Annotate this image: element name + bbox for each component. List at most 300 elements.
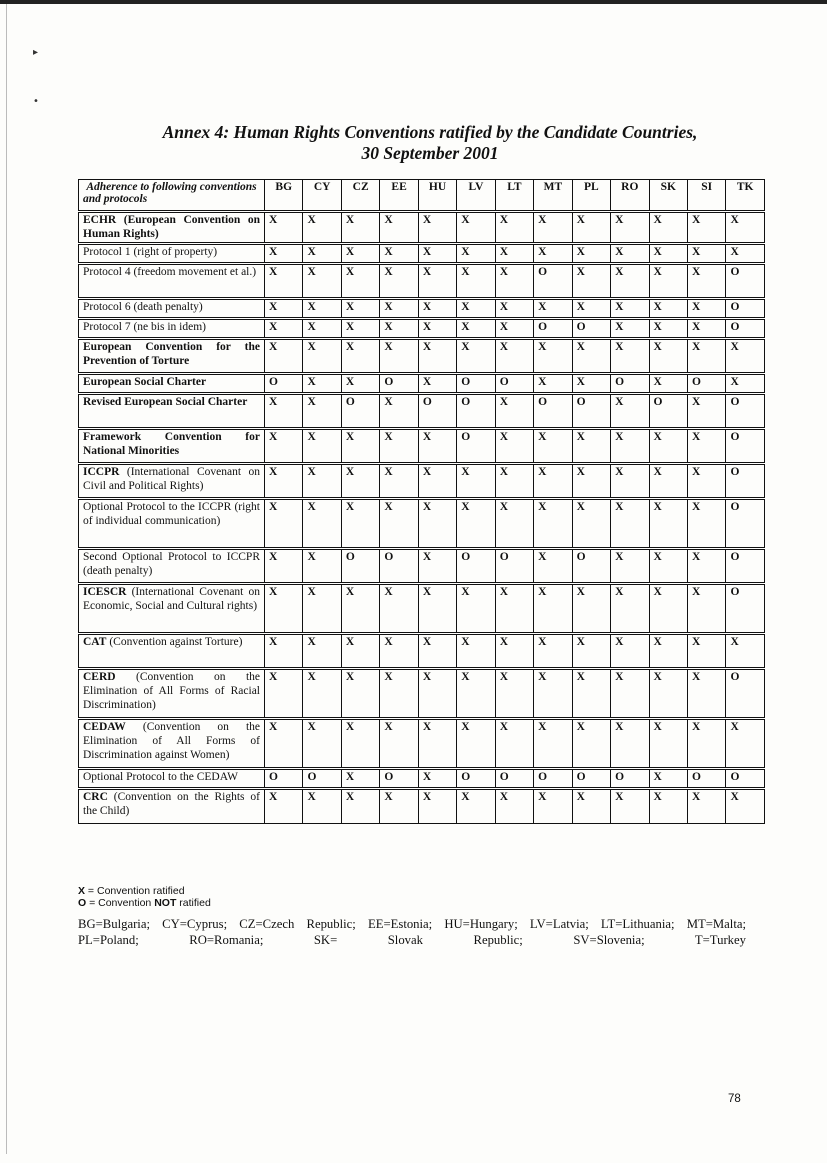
legend-o-post: ratified bbox=[176, 897, 211, 909]
ratification-mark: X bbox=[418, 769, 456, 789]
ratification-mark: X bbox=[649, 244, 687, 264]
convention-name-text: Optional Protocol to the ICCPR (right of individual communication) bbox=[83, 501, 260, 527]
ratification-mark: X bbox=[380, 669, 418, 719]
ratification-mark: X bbox=[341, 264, 379, 299]
ratification-mark: O bbox=[534, 394, 572, 429]
country-header-ro: RO bbox=[611, 180, 649, 212]
convention-name-text: Protocol 6 (death penalty) bbox=[83, 301, 203, 313]
ratification-mark: X bbox=[457, 499, 495, 549]
country-header-pl: PL bbox=[572, 180, 610, 212]
ratification-mark: X bbox=[611, 464, 649, 499]
ratification-mark: X bbox=[265, 669, 303, 719]
ratification-mark: X bbox=[572, 584, 610, 634]
ratification-mark: X bbox=[495, 394, 533, 429]
ratification-mark: O bbox=[457, 549, 495, 584]
country-header-lv: LV bbox=[457, 180, 495, 212]
ratification-mark: X bbox=[380, 789, 418, 824]
country-header-mt: MT bbox=[534, 180, 572, 212]
convention-name bbox=[79, 549, 265, 584]
ratification-mark: O bbox=[726, 769, 764, 789]
ratification-mark: X bbox=[418, 549, 456, 584]
ratification-mark: X bbox=[611, 212, 649, 244]
ratification-mark: O bbox=[457, 769, 495, 789]
ratification-mark: X bbox=[303, 429, 341, 464]
table-row bbox=[79, 299, 765, 319]
convention-name bbox=[79, 769, 265, 789]
ratification-mark: X bbox=[572, 789, 610, 824]
convention-name-bold: CEDAW bbox=[83, 721, 126, 733]
margin-dot-mark: • bbox=[33, 96, 39, 107]
ratification-mark: X bbox=[649, 634, 687, 669]
ratification-mark: X bbox=[534, 299, 572, 319]
ratification-mark: X bbox=[418, 499, 456, 549]
annex-title bbox=[80, 122, 780, 164]
ratification-mark: X bbox=[265, 634, 303, 669]
ratification-mark: X bbox=[495, 669, 533, 719]
abbreviations-line-2: PL=Poland; RO=Romania; SK= Slovak Republic; SV=Slovenia; T=Turkey bbox=[78, 933, 746, 947]
ratification-mark: X bbox=[687, 394, 725, 429]
convention-name-bold: Framework Convention for National Minorities bbox=[83, 431, 260, 457]
ratification-mark: X bbox=[303, 394, 341, 429]
ratification-mark: X bbox=[687, 464, 725, 499]
ratification-mark: X bbox=[572, 244, 610, 264]
ratification-mark: X bbox=[611, 669, 649, 719]
ratification-mark: X bbox=[265, 394, 303, 429]
ratification-mark: X bbox=[303, 719, 341, 769]
table-row bbox=[79, 339, 765, 374]
ratification-mark: X bbox=[457, 212, 495, 244]
table-row bbox=[79, 789, 765, 824]
convention-name-text: (Convention on the Rights of the Child) bbox=[83, 791, 260, 817]
ratification-mark: X bbox=[265, 264, 303, 299]
convention-name bbox=[79, 244, 265, 264]
ratification-mark: O bbox=[265, 769, 303, 789]
table-row bbox=[79, 634, 765, 669]
ratification-mark: X bbox=[418, 244, 456, 264]
ratification-mark: X bbox=[418, 374, 456, 394]
ratification-mark: X bbox=[380, 719, 418, 769]
ratification-mark: X bbox=[572, 212, 610, 244]
convention-name bbox=[79, 212, 265, 244]
title-line-1: Annex 4: Human Rights Conventions ratified by the Candidate Countries, bbox=[162, 122, 698, 142]
country-header-ee: EE bbox=[380, 180, 418, 212]
ratification-mark: X bbox=[303, 264, 341, 299]
ratification-mark: X bbox=[649, 719, 687, 769]
convention-name bbox=[79, 789, 265, 824]
abbreviations-line-1: BG=Bulgaria; CY=Cyprus; CZ=Czech Republic; EE=Estonia; HU=Hungary; LV=Latvia; LT=Lithuania; MT=Malta; bbox=[78, 917, 746, 931]
ratification-mark: O bbox=[572, 549, 610, 584]
ratification-mark: X bbox=[495, 244, 533, 264]
ratification-mark: O bbox=[726, 394, 764, 429]
ratification-mark: X bbox=[534, 789, 572, 824]
ratification-mark: X bbox=[572, 299, 610, 319]
convention-name-text: Protocol 7 (ne bis in idem) bbox=[83, 321, 206, 333]
ratification-mark: X bbox=[495, 789, 533, 824]
legend-not-ratified bbox=[78, 897, 211, 909]
country-header-bg: BG bbox=[265, 180, 303, 212]
ratification-mark: X bbox=[303, 634, 341, 669]
ratification-mark: X bbox=[649, 374, 687, 394]
ratification-mark: X bbox=[572, 634, 610, 669]
ratification-mark: O bbox=[726, 319, 764, 339]
convention-name-text: (International Covenant on Economic, Social and Cultural rights) bbox=[83, 586, 260, 612]
ratification-mark: X bbox=[534, 719, 572, 769]
ratification-mark: X bbox=[341, 719, 379, 769]
ratification-mark: X bbox=[687, 669, 725, 719]
table-header-row bbox=[79, 180, 765, 212]
ratification-mark: X bbox=[380, 244, 418, 264]
table-body bbox=[79, 212, 765, 824]
country-header-hu: HU bbox=[418, 180, 456, 212]
ratification-mark: X bbox=[611, 789, 649, 824]
ratification-mark: X bbox=[534, 499, 572, 549]
ratification-mark: X bbox=[611, 394, 649, 429]
legend-o-pre: = Convention bbox=[86, 897, 155, 909]
legend-ratified bbox=[78, 885, 185, 897]
conventions-table bbox=[78, 179, 765, 824]
ratification-mark: X bbox=[726, 339, 764, 374]
ratification-mark: X bbox=[495, 339, 533, 374]
ratification-mark: X bbox=[380, 299, 418, 319]
ratification-mark: O bbox=[495, 769, 533, 789]
ratification-mark: X bbox=[572, 669, 610, 719]
ratification-mark: O bbox=[380, 769, 418, 789]
convention-name-bold: CERD bbox=[83, 671, 116, 683]
ratification-mark: X bbox=[341, 319, 379, 339]
ratification-mark: X bbox=[687, 429, 725, 464]
ratification-mark: X bbox=[649, 584, 687, 634]
ratification-mark: X bbox=[341, 584, 379, 634]
ratification-mark: X bbox=[418, 429, 456, 464]
ratification-mark: X bbox=[418, 789, 456, 824]
table-row bbox=[79, 584, 765, 634]
convention-name-bold: CRC bbox=[83, 791, 108, 803]
ratification-mark: X bbox=[687, 264, 725, 299]
ratification-mark: X bbox=[380, 394, 418, 429]
convention-name-text: Protocol 1 (right of property) bbox=[83, 246, 218, 258]
ratification-mark: X bbox=[495, 319, 533, 339]
table-row bbox=[79, 549, 765, 584]
ratification-mark: X bbox=[649, 769, 687, 789]
top-border-line bbox=[0, 0, 827, 4]
ratification-mark: O bbox=[726, 669, 764, 719]
ratification-mark: O bbox=[341, 549, 379, 584]
table-row bbox=[79, 769, 765, 789]
ratification-mark: O bbox=[572, 319, 610, 339]
ratification-mark: O bbox=[380, 374, 418, 394]
ratification-mark: O bbox=[726, 464, 764, 499]
ratification-mark: X bbox=[495, 584, 533, 634]
country-header-sk: SK bbox=[649, 180, 687, 212]
ratification-mark: X bbox=[495, 464, 533, 499]
ratification-mark: X bbox=[341, 789, 379, 824]
ratification-mark: O bbox=[649, 394, 687, 429]
ratification-mark: O bbox=[457, 394, 495, 429]
ratification-mark: X bbox=[418, 319, 456, 339]
title-line-2: 30 September 2001 bbox=[361, 143, 499, 163]
ratification-mark: X bbox=[611, 264, 649, 299]
ratification-mark: X bbox=[457, 299, 495, 319]
ratification-mark: X bbox=[611, 244, 649, 264]
ratification-mark: X bbox=[341, 244, 379, 264]
ratification-mark: X bbox=[303, 244, 341, 264]
ratification-mark: X bbox=[495, 212, 533, 244]
country-header-lt: LT bbox=[495, 180, 533, 212]
legend-o-not: NOT bbox=[154, 897, 177, 909]
ratification-mark: X bbox=[341, 374, 379, 394]
country-header-cz: CZ bbox=[341, 180, 379, 212]
ratification-mark: O bbox=[572, 769, 610, 789]
ratification-mark: O bbox=[726, 549, 764, 584]
ratification-mark: X bbox=[457, 244, 495, 264]
ratification-mark: X bbox=[303, 549, 341, 584]
ratification-mark: X bbox=[649, 339, 687, 374]
ratification-mark: X bbox=[265, 339, 303, 374]
ratification-mark: O bbox=[495, 549, 533, 584]
ratification-mark: X bbox=[457, 584, 495, 634]
ratification-mark: X bbox=[649, 499, 687, 549]
ratification-mark: X bbox=[495, 719, 533, 769]
convention-name-bold: ECHR (European Convention on Human Rights) bbox=[83, 214, 260, 240]
ratification-mark: X bbox=[611, 549, 649, 584]
ratification-mark: O bbox=[418, 394, 456, 429]
ratification-mark: X bbox=[534, 244, 572, 264]
convention-name-bold: European Convention for the Prevention of Torture bbox=[83, 341, 260, 367]
ratification-mark: X bbox=[265, 499, 303, 549]
ratification-mark: X bbox=[380, 339, 418, 374]
ratification-mark: X bbox=[611, 634, 649, 669]
ratification-mark: X bbox=[534, 339, 572, 374]
ratification-mark: X bbox=[341, 634, 379, 669]
ratification-mark: X bbox=[649, 429, 687, 464]
ratification-mark: X bbox=[341, 299, 379, 319]
table-row bbox=[79, 394, 765, 429]
ratification-mark: X bbox=[341, 339, 379, 374]
ratification-mark: X bbox=[495, 634, 533, 669]
convention-name-text: (Convention on the Elimination of All Forms of Racial Discrimination) bbox=[83, 671, 260, 711]
ratification-mark: X bbox=[418, 212, 456, 244]
ratification-mark: X bbox=[687, 789, 725, 824]
ratification-mark: O bbox=[726, 264, 764, 299]
ratification-mark: O bbox=[495, 374, 533, 394]
ratification-mark: X bbox=[572, 719, 610, 769]
ratification-mark: X bbox=[611, 299, 649, 319]
ratification-mark: O bbox=[611, 769, 649, 789]
ratification-mark: X bbox=[418, 339, 456, 374]
ratification-mark: X bbox=[418, 464, 456, 499]
ratification-mark: X bbox=[534, 549, 572, 584]
country-header-cy: CY bbox=[303, 180, 341, 212]
ratification-mark: X bbox=[303, 584, 341, 634]
convention-name-text: (Convention against Torture) bbox=[106, 636, 243, 648]
convention-name bbox=[79, 339, 265, 374]
table-row bbox=[79, 499, 765, 549]
ratification-mark: X bbox=[572, 429, 610, 464]
ratification-mark: X bbox=[649, 212, 687, 244]
ratification-mark: X bbox=[457, 264, 495, 299]
ratification-mark: O bbox=[534, 264, 572, 299]
ratification-mark: X bbox=[380, 634, 418, 669]
convention-name bbox=[79, 499, 265, 549]
corner-header: Adherence to following conventions and protocols bbox=[79, 180, 265, 212]
table-row bbox=[79, 719, 765, 769]
ratification-mark: X bbox=[611, 429, 649, 464]
ratification-mark: X bbox=[649, 299, 687, 319]
convention-name bbox=[79, 669, 265, 719]
ratification-mark: X bbox=[687, 584, 725, 634]
legend-x-symbol: X bbox=[78, 885, 86, 897]
ratification-mark: X bbox=[265, 212, 303, 244]
ratification-mark: X bbox=[649, 789, 687, 824]
ratification-mark: X bbox=[726, 719, 764, 769]
ratification-mark: X bbox=[457, 319, 495, 339]
legend-o-symbol: O bbox=[78, 897, 87, 909]
ratification-mark: X bbox=[341, 429, 379, 464]
table-row bbox=[79, 374, 765, 394]
convention-name bbox=[79, 429, 265, 464]
ratification-mark: X bbox=[687, 339, 725, 374]
ratification-mark: X bbox=[726, 789, 764, 824]
ratification-mark: O bbox=[341, 394, 379, 429]
ratification-mark: X bbox=[380, 212, 418, 244]
ratification-mark: X bbox=[649, 264, 687, 299]
ratification-mark: O bbox=[726, 584, 764, 634]
ratification-mark: O bbox=[457, 429, 495, 464]
ratification-mark: X bbox=[572, 264, 610, 299]
ratification-mark: X bbox=[380, 264, 418, 299]
ratification-mark: X bbox=[380, 319, 418, 339]
left-margin-line bbox=[6, 4, 7, 1154]
ratification-mark: X bbox=[495, 429, 533, 464]
ratification-mark: X bbox=[303, 374, 341, 394]
ratification-mark: X bbox=[457, 464, 495, 499]
convention-name-bold: Revised European Social Charter bbox=[83, 396, 248, 408]
table-row bbox=[79, 464, 765, 499]
ratification-mark: X bbox=[341, 499, 379, 549]
ratification-mark: X bbox=[649, 669, 687, 719]
ratification-mark: X bbox=[611, 719, 649, 769]
ratification-mark: X bbox=[726, 374, 764, 394]
country-header-tk: TK bbox=[726, 180, 764, 212]
ratification-mark: X bbox=[303, 499, 341, 549]
ratification-mark: X bbox=[687, 549, 725, 584]
ratification-mark: X bbox=[495, 264, 533, 299]
ratification-mark: X bbox=[457, 719, 495, 769]
ratification-mark: O bbox=[265, 374, 303, 394]
ratification-mark: X bbox=[265, 719, 303, 769]
convention-name-text: Optional Protocol to the CEDAW bbox=[83, 771, 238, 783]
ratification-mark: X bbox=[418, 264, 456, 299]
ratification-mark: X bbox=[418, 634, 456, 669]
ratification-mark: X bbox=[265, 584, 303, 634]
ratification-mark: X bbox=[611, 319, 649, 339]
convention-name bbox=[79, 634, 265, 669]
table-row bbox=[79, 244, 765, 264]
ratification-mark: X bbox=[726, 634, 764, 669]
ratification-mark: X bbox=[572, 499, 610, 549]
ratification-mark: X bbox=[265, 319, 303, 339]
ratification-mark: X bbox=[265, 299, 303, 319]
ratification-mark: X bbox=[380, 584, 418, 634]
ratification-mark: X bbox=[265, 789, 303, 824]
ratification-mark: O bbox=[534, 769, 572, 789]
ratification-mark: X bbox=[726, 212, 764, 244]
ratification-mark: O bbox=[303, 769, 341, 789]
convention-name bbox=[79, 264, 265, 299]
table-row bbox=[79, 429, 765, 464]
ratification-mark: X bbox=[495, 299, 533, 319]
convention-name-text: Second Optional Protocol to ICCPR (death penalty) bbox=[83, 551, 260, 577]
ratification-mark: X bbox=[341, 464, 379, 499]
ratification-mark: O bbox=[687, 769, 725, 789]
ratification-mark: X bbox=[418, 299, 456, 319]
ratification-mark: O bbox=[457, 374, 495, 394]
ratification-mark: X bbox=[611, 499, 649, 549]
ratification-mark: X bbox=[687, 499, 725, 549]
ratification-mark: X bbox=[534, 429, 572, 464]
table-row bbox=[79, 212, 765, 244]
convention-name bbox=[79, 394, 265, 429]
ratification-mark: O bbox=[687, 374, 725, 394]
ratification-mark: X bbox=[572, 464, 610, 499]
ratification-mark: O bbox=[726, 299, 764, 319]
ratification-mark: X bbox=[303, 789, 341, 824]
convention-name bbox=[79, 719, 265, 769]
ratification-mark: X bbox=[265, 244, 303, 264]
ratification-mark: X bbox=[649, 319, 687, 339]
ratification-mark: X bbox=[534, 584, 572, 634]
ratification-mark: X bbox=[534, 212, 572, 244]
ratification-mark: X bbox=[265, 464, 303, 499]
ratification-mark: X bbox=[303, 299, 341, 319]
ratification-mark: X bbox=[341, 212, 379, 244]
ratification-mark: X bbox=[457, 789, 495, 824]
legend-x-text: = Convention ratified bbox=[85, 885, 185, 897]
ratification-mark: X bbox=[611, 584, 649, 634]
ratification-mark: X bbox=[457, 669, 495, 719]
table-row bbox=[79, 319, 765, 339]
convention-name bbox=[79, 374, 265, 394]
ratification-mark: O bbox=[611, 374, 649, 394]
margin-arrow-mark: ▸ bbox=[33, 47, 39, 58]
ratification-mark: X bbox=[303, 339, 341, 374]
ratification-mark: X bbox=[687, 634, 725, 669]
country-abbreviations bbox=[78, 916, 746, 948]
ratification-mark: X bbox=[687, 319, 725, 339]
ratification-mark: O bbox=[726, 429, 764, 464]
ratification-mark: O bbox=[534, 319, 572, 339]
convention-name-text: Protocol 4 (freedom movement et al.) bbox=[83, 266, 257, 278]
ratification-mark: X bbox=[457, 634, 495, 669]
ratification-mark: X bbox=[495, 499, 533, 549]
ratification-mark: X bbox=[534, 464, 572, 499]
ratification-mark: X bbox=[380, 499, 418, 549]
convention-name-bold: ICCPR bbox=[83, 466, 120, 478]
convention-name bbox=[79, 299, 265, 319]
ratification-mark: X bbox=[303, 464, 341, 499]
ratification-mark: O bbox=[726, 499, 764, 549]
convention-name-text: (International Covenant on Civil and Political Rights) bbox=[83, 466, 260, 492]
ratification-mark: X bbox=[572, 374, 610, 394]
ratification-mark: X bbox=[380, 429, 418, 464]
ratification-mark: X bbox=[687, 212, 725, 244]
ratification-mark: X bbox=[341, 669, 379, 719]
ratification-mark: X bbox=[649, 464, 687, 499]
convention-name bbox=[79, 584, 265, 634]
ratification-mark: X bbox=[303, 212, 341, 244]
convention-name-bold: CAT bbox=[83, 636, 107, 648]
ratification-mark: X bbox=[534, 634, 572, 669]
